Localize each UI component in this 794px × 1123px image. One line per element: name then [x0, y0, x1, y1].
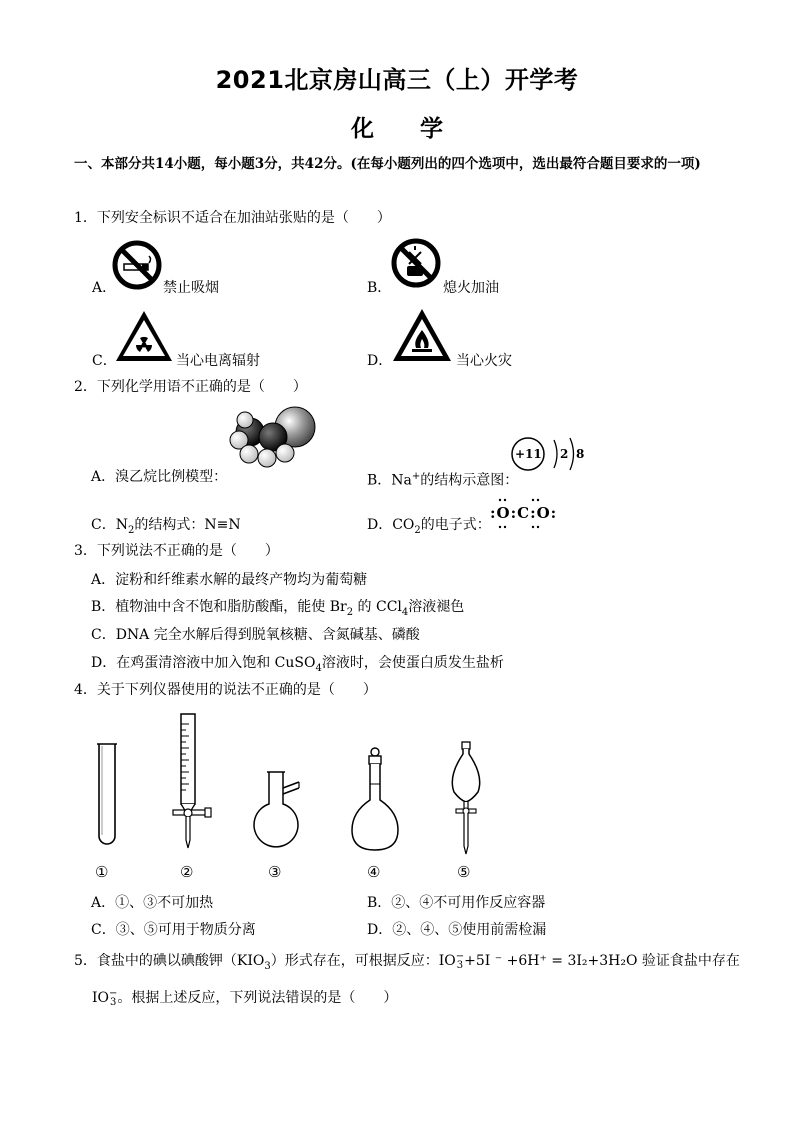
q3-b-mid: 的 CCl: [353, 599, 402, 615]
q5-eq-io-sub: 3: [456, 960, 464, 971]
q1-option-b-letter: B．: [367, 280, 392, 296]
q2-b-sup: +: [411, 471, 421, 482]
q2-option-a: A．溴乙烷比例模型：: [91, 469, 228, 485]
burette-drawing: [165, 712, 215, 854]
q1-option-b-text: 熄火加油: [443, 280, 499, 296]
q2-stem: 2．下列化学用语不正确的是（ ）: [74, 379, 307, 395]
q5-line2-post: 。根据上述反应，下列说法错误的是（ ）: [117, 990, 398, 1006]
q1-option-c-letter: C．: [92, 353, 117, 369]
q1-option-d-text: 当心火灾: [456, 353, 512, 369]
q5-stem-line1: [74, 951, 740, 977]
q3-option-d: [91, 653, 504, 679]
q5-eq-io-sup: −: [455, 951, 465, 962]
co2-lewis-structure: :O:C:O:: [490, 504, 558, 522]
q3-stem: 3．下列说法不正确的是（ ）: [74, 543, 279, 559]
distilling-flask-drawing: [251, 770, 303, 852]
q4-option-d: D．②、④、⑤使用前需检漏: [367, 922, 547, 938]
fire-warning-sign-icon: [390, 306, 454, 364]
nucleus-charge: +11: [515, 447, 542, 461]
q2-c-pre: C．N: [91, 517, 128, 533]
q3-option-b: [91, 597, 464, 623]
shell-2-electrons: 8: [576, 447, 585, 461]
q5-stem-sub: 3: [264, 960, 271, 972]
q5-stem-line2: [92, 988, 397, 1008]
no-smoking-sign-icon: [112, 240, 162, 290]
q2-b-post: 的结构示意图：: [420, 472, 519, 489]
page-title: 2021北京房山高三（上）开学考: [215, 66, 579, 94]
apparatus-label-5: ⑤: [457, 863, 471, 881]
q3-d-pre: D．在鸡蛋清溶液中加入饱和 CuSO: [91, 655, 316, 671]
apparatus-label-2: ②: [180, 863, 194, 881]
q2-option-c: [91, 515, 241, 541]
q1-option-c-text: 当心电离辐射: [176, 353, 260, 369]
q2-c-post: 的结构式：N≡N: [134, 517, 241, 533]
q5-line2-sup: −: [109, 988, 118, 999]
radiation-warning-sign-icon: [113, 308, 175, 364]
q2-d-post: 的电子式：: [420, 517, 491, 533]
q4-option-a: A．①、③不可加热: [91, 895, 214, 911]
shell-1-electrons: 2: [560, 447, 569, 461]
q3-d-post: 溶液时，会使蛋白质发生盐析: [321, 655, 504, 671]
q5-stem-mid: ）形式存在，可根据反应：: [270, 953, 439, 969]
q3-option-a: A．淀粉和纤维素水解的最终产物均为葡萄糖: [91, 572, 368, 588]
q5-eq-io: IO: [438, 953, 456, 969]
q1-option-a-text: 禁止吸烟: [163, 280, 219, 296]
q2-b-pre: B．Na: [367, 472, 412, 489]
lewis-lone-pair-dots: [488, 497, 558, 531]
section-instructions: 一、本部分共14小题，每小题3分，共42分。(在每小题列出的四个选项中，选出最符合题目要求的一项): [74, 156, 701, 172]
q2-option-d: [367, 515, 491, 541]
bromoethane-space-filling-model: [225, 405, 317, 470]
subject-title: 化 学: [351, 116, 443, 142]
q3-d-sub: 4: [315, 662, 322, 674]
apparatus-label-1: ①: [95, 863, 109, 881]
q5-line2-sub: 3: [110, 997, 117, 1008]
q4-option-c: C．③、⑤可用于物质分离: [91, 922, 256, 938]
apparatus-label-4: ④: [367, 863, 381, 881]
q4-stem: 4．关于下列仪器使用的说法不正确的是（ ）: [74, 682, 377, 698]
q1-option-d-letter: D．: [367, 353, 393, 369]
q2-d-pre: D．CO: [367, 517, 415, 533]
q2-c-sub: 2: [127, 524, 135, 536]
q5-line2-io: IO: [92, 990, 110, 1006]
q4-option-b: B．②、④不可用作反应容器: [367, 895, 546, 911]
q1-option-a-letter: A．: [92, 280, 117, 296]
q5-stem-pre: 5．食盐中的碘以碘酸钾（KIO: [74, 953, 265, 969]
q3-b-post: 溶液褪色: [408, 599, 465, 615]
q2-option-b: [367, 467, 518, 491]
apparatus-label-3: ③: [268, 863, 282, 881]
q3-option-c: C．DNA 完全水解后得到脱氧核糖、含氮碱基、磷酸: [91, 627, 420, 643]
q1-stem: 1．下列安全标识不适合在加油站张贴的是（ ）: [74, 210, 391, 226]
separatory-funnel-drawing: [446, 740, 486, 856]
volumetric-flask-drawing: [350, 746, 400, 852]
q3-b-sub1: 2: [346, 606, 354, 618]
q2-d-sub: 2: [414, 524, 421, 536]
test-tube-drawing: [94, 742, 120, 850]
q5-eq-rest: +5I ⁻ +6H⁺ = 3I₂+3H₂O 验证食盐中存在: [464, 953, 740, 969]
q3-b-pre: B．植物油中含不饱和脂肪酸酯，能使 Br: [91, 599, 347, 615]
no-fire-refuel-sign-icon: [391, 238, 441, 288]
q3-b-sub2: 4: [401, 606, 409, 618]
